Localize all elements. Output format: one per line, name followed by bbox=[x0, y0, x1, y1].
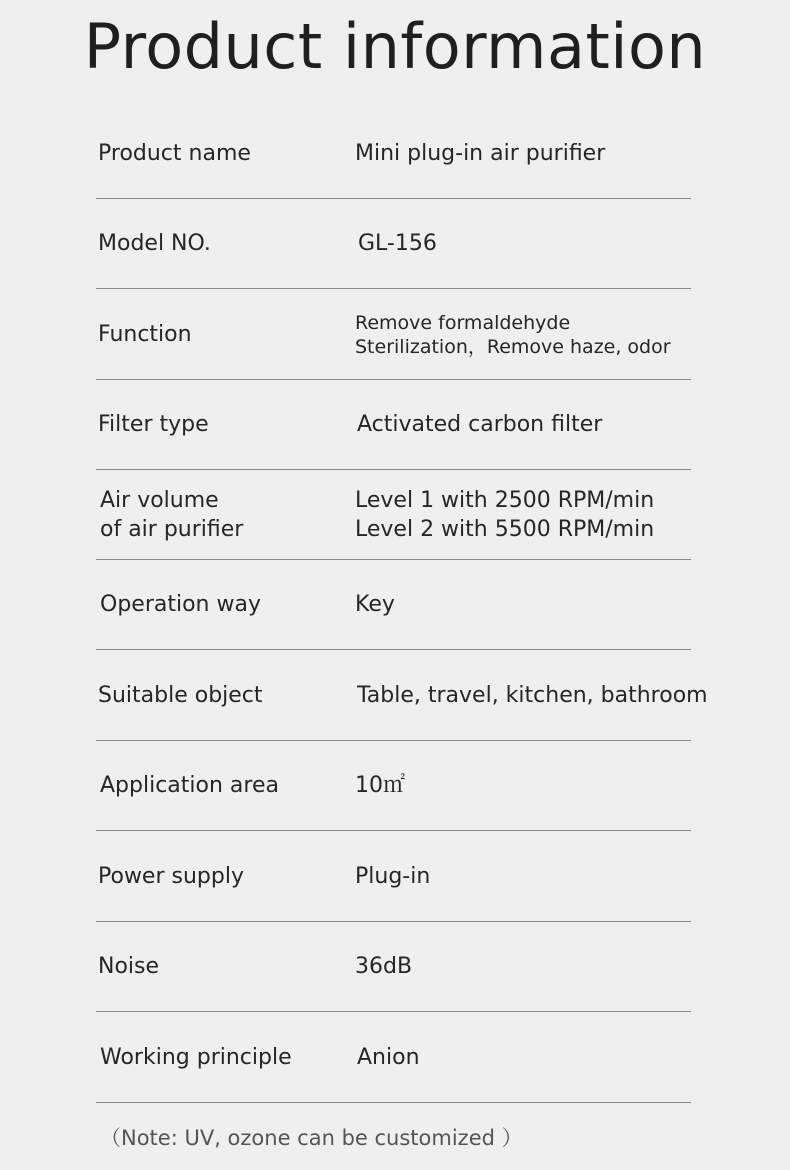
label-line: Noise bbox=[98, 954, 160, 979]
value-line: GL-156 bbox=[358, 231, 437, 256]
spec-label bbox=[100, 741, 340, 830]
row-divider bbox=[96, 830, 691, 831]
spec-row-operation-way bbox=[96, 560, 691, 650]
spec-value bbox=[355, 560, 395, 649]
spec-row-air-volume bbox=[96, 470, 691, 560]
label-line: Model NO. bbox=[98, 231, 211, 256]
label-line: Product name bbox=[98, 141, 251, 166]
label-line: Function bbox=[98, 322, 192, 347]
page-title: Product information bbox=[83, 10, 707, 83]
value-line: Plug-in bbox=[355, 864, 431, 889]
spec-value bbox=[357, 651, 708, 740]
value-line: Level 2 with 5500 RPM/min bbox=[355, 516, 655, 542]
spec-value bbox=[357, 380, 602, 469]
spec-label bbox=[100, 1013, 340, 1102]
value-line: Table, travel, kitchen, bathroom bbox=[357, 683, 708, 708]
value-line: Level 1 with 2500 RPM/min bbox=[355, 487, 655, 513]
label-line: Power supply bbox=[98, 864, 244, 889]
row-divider bbox=[96, 649, 691, 650]
spec-label bbox=[100, 470, 340, 559]
value-line: Key bbox=[355, 592, 395, 617]
label-line: Suitable object bbox=[98, 683, 263, 708]
value-line: 10㎡ bbox=[355, 773, 405, 798]
spec-label bbox=[98, 651, 338, 740]
spec-row-model-no bbox=[96, 199, 691, 289]
label-line: Working principle bbox=[100, 1045, 292, 1070]
spec-value bbox=[355, 741, 405, 830]
spec-row-product-name bbox=[96, 109, 691, 199]
label-line: Filter type bbox=[98, 412, 209, 437]
customization-note: （Note: UV, ozone can be customized ） bbox=[100, 1126, 523, 1150]
spec-label bbox=[98, 109, 338, 198]
spec-row-application-area bbox=[96, 741, 691, 831]
spec-label bbox=[100, 560, 340, 649]
label-line: Application area bbox=[100, 773, 279, 798]
spec-value bbox=[355, 109, 605, 198]
label-line: of air purifier bbox=[100, 516, 244, 542]
spec-label bbox=[98, 832, 338, 921]
spec-label bbox=[98, 380, 338, 469]
spec-value bbox=[355, 832, 430, 921]
value-line: 36dB bbox=[355, 954, 413, 979]
spec-row-working-principle bbox=[96, 1013, 691, 1103]
spec-value bbox=[355, 470, 654, 559]
spec-row-power-supply bbox=[96, 832, 691, 922]
value-line: Activated carbon filter bbox=[357, 412, 603, 437]
spec-value bbox=[355, 290, 671, 379]
row-divider bbox=[96, 1102, 691, 1103]
value-line: Sterilization，Remove haze, odor bbox=[355, 335, 671, 358]
spec-value bbox=[357, 1013, 420, 1102]
spec-label bbox=[98, 290, 338, 379]
row-divider bbox=[96, 1011, 691, 1012]
row-divider bbox=[96, 288, 691, 289]
value-line: Mini plug-in air purifier bbox=[355, 141, 606, 166]
spec-label bbox=[98, 199, 338, 288]
value-line: Remove formaldehyde bbox=[355, 311, 571, 334]
spec-row-filter-type bbox=[96, 380, 691, 470]
value-line: Anion bbox=[357, 1045, 420, 1070]
label-line: Air volume bbox=[100, 487, 219, 513]
spec-row-suitable-object bbox=[96, 651, 708, 741]
spec-label bbox=[98, 922, 338, 1011]
label-line: Operation way bbox=[100, 592, 261, 617]
spec-row-function bbox=[96, 290, 691, 380]
spec-row-noise bbox=[96, 922, 691, 1012]
spec-value bbox=[358, 199, 437, 288]
spec-value bbox=[355, 922, 412, 1011]
